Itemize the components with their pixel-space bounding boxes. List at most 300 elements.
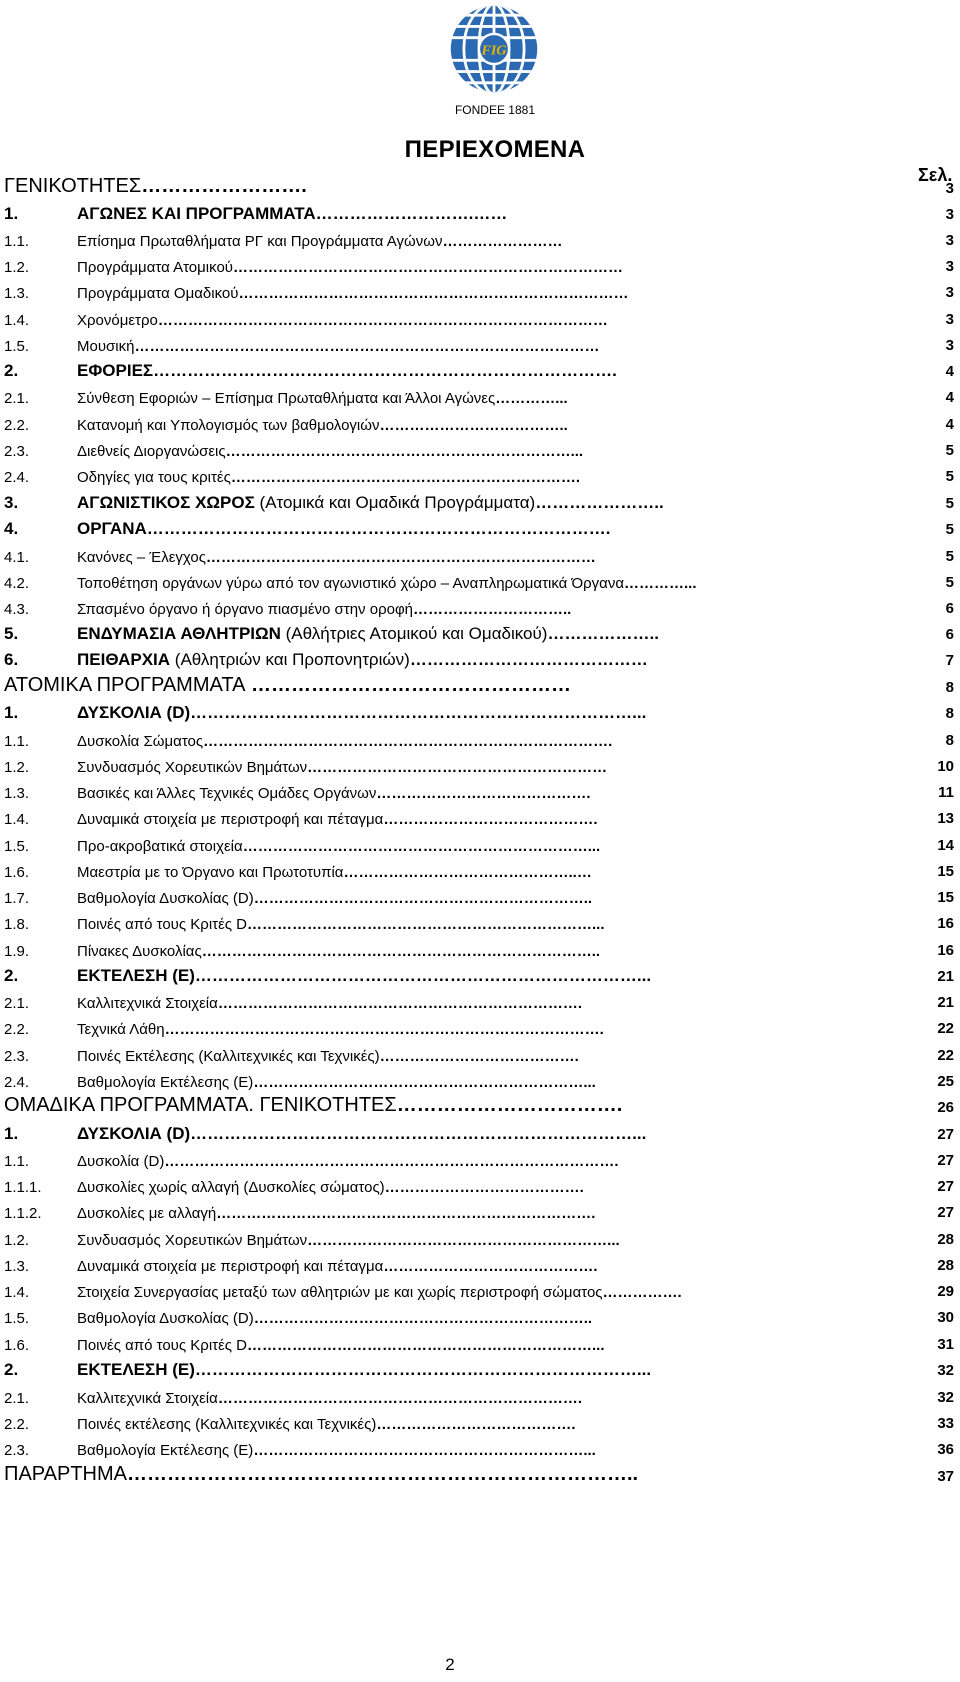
toc-entry[interactable] bbox=[4, 621, 956, 647]
toc-entry[interactable] bbox=[4, 227, 956, 253]
toc-entry-text bbox=[77, 1205, 595, 1222]
toc-leader-dots: ………………………………………………………………. bbox=[217, 1390, 582, 1407]
toc-page-number: 27 bbox=[937, 1152, 954, 1169]
toc-entry[interactable] bbox=[4, 332, 956, 358]
toc-page-number: 32 bbox=[937, 1389, 954, 1406]
toc-entry[interactable] bbox=[4, 727, 956, 753]
toc-leader-dots: ………………………………………………………………….. bbox=[126, 1463, 639, 1485]
toc-leader-dots: …………………………………………………………... bbox=[253, 1074, 596, 1091]
toc-entry[interactable] bbox=[4, 1436, 956, 1462]
toc-entry-number: 2.1. bbox=[4, 995, 30, 1012]
toc-page-number: 5 bbox=[945, 548, 954, 565]
toc-entry-text bbox=[77, 1360, 651, 1380]
toc-entry-text bbox=[77, 1284, 682, 1301]
toc-entry-number: 1. bbox=[4, 703, 19, 722]
toc-leader-dots: …………………………………… bbox=[409, 650, 648, 669]
toc-entry[interactable] bbox=[4, 832, 956, 858]
toc-page-number: 5 bbox=[945, 521, 954, 538]
toc-entry[interactable] bbox=[4, 1121, 956, 1147]
toc-page-number: 6 bbox=[945, 626, 954, 643]
toc-entry-text bbox=[77, 864, 592, 881]
toc-entry-text bbox=[77, 811, 598, 828]
toc-entry-title: ΕΚΤΕΛΕΣΗ (Ε) bbox=[77, 1360, 195, 1379]
toc-entry[interactable] bbox=[4, 779, 956, 805]
toc-page-number: 13 bbox=[937, 810, 954, 827]
toc-entry-text bbox=[77, 890, 592, 907]
toc-leader-dots: ………………………………………………………………………. bbox=[146, 519, 611, 538]
toc-entry-title: Βαθμολογία Δυσκολίας (D) bbox=[77, 890, 254, 907]
toc-page-number: 33 bbox=[937, 1415, 954, 1432]
toc-entry-title: ΟΜΑΔΙΚΑ ΠΡΟΓΡΑΜΜΑΤΑ. ΓΕΝΙΚΟΤΗΤΕΣ bbox=[4, 1094, 397, 1116]
toc-entry-text bbox=[77, 1416, 576, 1433]
toc-entry-text bbox=[77, 390, 568, 407]
toc-leader-dots: ……………………………………………………………………... bbox=[194, 1360, 652, 1379]
toc-entry-number: 2.2. bbox=[4, 1021, 30, 1038]
toc-page-number: 3 bbox=[945, 232, 954, 249]
toc-leader-dots: ………………………………………………………………………………… bbox=[134, 338, 600, 355]
toc-entry-title: Δυσκολίες με αλλαγή bbox=[77, 1205, 217, 1222]
toc-entry-title: Καλλιτεχνικά Στοιχεία bbox=[77, 1390, 218, 1407]
toc-entry-number: 4. bbox=[4, 519, 19, 538]
toc-leader-dots: ………………….. bbox=[535, 493, 664, 512]
toc-leader-dots: ………………………………………..… bbox=[343, 864, 592, 881]
toc-entry-title: Κατανομή και Υπολογισμός των βαθμολογιών bbox=[77, 417, 380, 434]
toc-entry[interactable] bbox=[4, 201, 956, 227]
toc-entry[interactable] bbox=[4, 253, 956, 279]
toc-entry[interactable] bbox=[4, 437, 956, 463]
toc-entry-title: Ποινές Εκτέλεσης (Καλλιτεχνικές και Τεχνικές) bbox=[77, 1048, 380, 1065]
toc-entry-number: 3. bbox=[4, 493, 19, 512]
toc-entry-title: Σπασμένο όργανο ή όργανο πιασμένο στην οροφή bbox=[77, 601, 414, 618]
toc-entry[interactable] bbox=[4, 700, 956, 726]
toc-entry-number: 2.3. bbox=[4, 443, 30, 460]
toc-entry-text bbox=[77, 1442, 596, 1459]
toc-chapter-heading bbox=[4, 1463, 638, 1486]
toc-entry[interactable] bbox=[4, 1094, 956, 1120]
toc-entry-number: 1.3. bbox=[4, 285, 30, 302]
toc-entry-title: Τεχνικά Λάθη bbox=[77, 1021, 165, 1038]
toc-chapter-heading bbox=[4, 674, 571, 697]
toc-entry-number: 2.4. bbox=[4, 469, 30, 486]
toc-entry[interactable] bbox=[4, 1463, 956, 1489]
toc-entry[interactable] bbox=[4, 1173, 956, 1199]
toc-entry-number: 1.4. bbox=[4, 811, 30, 828]
toc-entry[interactable] bbox=[4, 937, 956, 963]
toc-chapter-heading bbox=[4, 175, 307, 198]
toc-entry-number: 2.1. bbox=[4, 1390, 30, 1407]
toc-entry-text bbox=[77, 204, 507, 224]
toc-page-number: 3 bbox=[945, 337, 954, 354]
toc-entry-title: Χρονόμετρο bbox=[77, 312, 158, 329]
toc-entry[interactable] bbox=[4, 1304, 956, 1330]
toc-leader-dots: ……………………………………………………………………... bbox=[190, 703, 647, 722]
toc-entry[interactable] bbox=[4, 647, 956, 673]
toc-entry-title: ΔΥΣΚΟΛΙΑ (D) bbox=[77, 703, 191, 722]
toc-entry-title: ΠΕΙΘΑΡΧΙΑ bbox=[77, 650, 171, 669]
toc-entry[interactable] bbox=[4, 884, 956, 910]
toc-page-number: 28 bbox=[937, 1257, 954, 1274]
toc-entry-title: ΕΦΟΡΙΕΣ bbox=[77, 361, 154, 380]
toc-leader-dots: …………………………………………………………………… bbox=[205, 549, 596, 566]
toc-entry[interactable] bbox=[4, 490, 956, 516]
toc-entry[interactable] bbox=[4, 910, 956, 936]
toc-leader-dots: ……………………………………………………………………………… bbox=[157, 312, 608, 329]
toc-entry-text bbox=[77, 785, 591, 802]
toc-page-number: 8 bbox=[945, 679, 954, 696]
toc-entry-title: Δυναμικά στοιχεία με περιστροφή και πέταγμα bbox=[77, 1258, 384, 1275]
toc-entry-number: 1.2. bbox=[4, 259, 30, 276]
toc-page-number: 26 bbox=[937, 1099, 954, 1116]
toc-entry-title: Μουσική bbox=[77, 338, 135, 355]
toc-entry[interactable] bbox=[4, 989, 956, 1015]
toc-page-number: 3 bbox=[945, 180, 954, 197]
toc-entry-text bbox=[77, 312, 608, 329]
toc-entry-text bbox=[77, 1337, 605, 1354]
toc-leader-dots: …………………………………………………………... bbox=[253, 1442, 596, 1459]
toc-entry-title: Τοποθέτηση οργάνων γύρω από τον αγωνιστικό χώρο – Αναπληρωματικά Όργανα bbox=[77, 575, 625, 592]
toc-entry-text bbox=[77, 469, 580, 486]
toc-entry-title: Επίσημα Πρωταθλήματα ΡΓ και Προγράμματα Αγώνων bbox=[77, 233, 443, 250]
toc-entry-number: 1.1. bbox=[4, 1153, 30, 1170]
toc-leader-dots: ………………………………………… bbox=[245, 674, 571, 696]
toc-leader-dots: …………………………………………………………………….. bbox=[201, 943, 601, 960]
toc-entry-number: 2.3. bbox=[4, 1442, 30, 1459]
toc-chapter-heading bbox=[4, 1094, 622, 1117]
page-column-label: Σελ. bbox=[918, 165, 953, 185]
toc-leader-dots: ……………………………. bbox=[396, 1094, 623, 1116]
toc-entry[interactable] bbox=[4, 279, 956, 305]
toc-entry[interactable] bbox=[4, 543, 956, 569]
toc-entry-title: Συνδυασμός Χορευτικών Βημάτων bbox=[77, 759, 308, 776]
page-number: 2 bbox=[445, 1655, 455, 1674]
toc-entry-number: 1.5. bbox=[4, 1310, 30, 1327]
toc-entry-subtitle: (Ατομικά και Ομαδικά Προγράμματα) bbox=[254, 493, 536, 512]
toc-entry[interactable] bbox=[4, 963, 956, 989]
toc-page-number: 8 bbox=[945, 705, 954, 722]
toc-leader-dots: ……………………………………………………………... bbox=[225, 443, 584, 460]
toc-entry-number: 1.5. bbox=[4, 838, 30, 855]
toc-page-number: 37 bbox=[937, 1468, 954, 1485]
toc-page-number: 5 bbox=[945, 442, 954, 459]
toc-entry-text bbox=[77, 519, 611, 539]
toc-page-number: 5 bbox=[945, 495, 954, 512]
toc-entry-number: 1.1. bbox=[4, 733, 30, 750]
toc-entry-number: 2.2. bbox=[4, 417, 30, 434]
toc-leader-dots: ……………………………………………………………………... bbox=[194, 966, 652, 985]
toc-entry-text bbox=[77, 1153, 619, 1170]
toc-leader-dots: …………………………………………………………………… bbox=[238, 285, 629, 302]
toc-entry-text bbox=[77, 549, 596, 566]
toc-leader-dots: ……………….. bbox=[547, 624, 659, 643]
toc-entry-text bbox=[77, 916, 605, 933]
toc-leader-dots: ……………………………………. bbox=[376, 785, 591, 802]
toc-entry-text bbox=[77, 1021, 604, 1038]
toc-entry-title: Ποινές από τους Κριτές D bbox=[77, 916, 247, 933]
toc-leader-dots: ……………………………………………………………………... bbox=[190, 1124, 647, 1143]
toc-entry-number: 1. bbox=[4, 204, 19, 223]
toc-entry-title: Βαθμολογία Εκτέλεσης (Ε) bbox=[77, 1074, 254, 1091]
toc-leader-dots: …………………………………………………… bbox=[307, 759, 608, 776]
toc-leader-dots: ………………………………………………………….. bbox=[253, 890, 593, 907]
toc-entry-text bbox=[77, 650, 648, 670]
toc-entry[interactable] bbox=[4, 1384, 956, 1410]
toc-page-number: 22 bbox=[937, 1020, 954, 1037]
toc-leader-dots: ……………………….…… bbox=[315, 204, 508, 223]
toc-entry[interactable] bbox=[4, 384, 956, 410]
toc-entry-title: ΔΥΣΚΟΛΙΑ (D) bbox=[77, 1124, 191, 1143]
toc-entry[interactable] bbox=[4, 1357, 956, 1383]
toc-entry-number: 1.4. bbox=[4, 312, 30, 329]
toc-page-number: 5 bbox=[945, 574, 954, 591]
toc-entry-title: Προ-ακροβατικά στοιχεία bbox=[77, 838, 243, 855]
toc-page-number: 15 bbox=[937, 889, 954, 906]
toc-entry-title: ΠΑΡΑΡΤΗΜΑ bbox=[4, 1463, 127, 1485]
toc-page-number: 3 bbox=[945, 311, 954, 328]
toc-leader-dots: ……………………………………………………………... bbox=[242, 838, 601, 855]
toc-entry-text bbox=[77, 233, 562, 250]
toc-page-number: 5 bbox=[945, 468, 954, 485]
toc-entry-text bbox=[77, 1124, 646, 1144]
toc-entry-title: Οδηγίες για τους κριτές bbox=[77, 469, 231, 486]
toc-entry-text bbox=[77, 1048, 579, 1065]
toc-page-number: 27 bbox=[937, 1178, 954, 1195]
toc-entry-title: ΕΚΤΕΛΕΣΗ (Ε) bbox=[77, 966, 195, 985]
toc-entry[interactable] bbox=[4, 358, 956, 384]
toc-page-number: 30 bbox=[937, 1309, 954, 1326]
toc-leader-dots: …………... bbox=[624, 575, 697, 592]
toc-page-number: 32 bbox=[937, 1362, 954, 1379]
toc-leader-dots: ……………………………………………………... bbox=[307, 1232, 620, 1249]
toc-page-number: 16 bbox=[937, 942, 954, 959]
toc-page-number: 8 bbox=[945, 732, 954, 749]
toc-entry-title: Διεθνείς Διοργανώσεις bbox=[77, 443, 226, 460]
toc-entry-number: 1.9. bbox=[4, 943, 30, 960]
toc-entry-text bbox=[77, 417, 568, 434]
toc-page-number: 29 bbox=[937, 1283, 954, 1300]
toc-entry-number: 1. bbox=[4, 1124, 19, 1143]
toc-entry[interactable] bbox=[4, 306, 956, 332]
toc-entry-text bbox=[77, 943, 600, 960]
toc-entry-title: Βαθμολογία Δυσκολίας (D) bbox=[77, 1310, 254, 1327]
toc-entry[interactable] bbox=[4, 753, 956, 779]
toc-entry-text bbox=[77, 1258, 598, 1275]
toc-entry-text bbox=[77, 759, 607, 776]
toc-entry-title: ΓΕΝΙΚΟΤΗΤΕΣ bbox=[4, 175, 142, 197]
toc-page-number: 11 bbox=[938, 784, 954, 801]
toc-leader-dots: ………………………………………………………….. bbox=[253, 1310, 593, 1327]
toc-entry-text bbox=[77, 838, 600, 855]
toc-page-number: 21 bbox=[937, 968, 954, 985]
toc-entry-number: 1.8. bbox=[4, 916, 30, 933]
toc-entry-title: Καλλιτεχνικά Στοιχεία bbox=[77, 995, 218, 1012]
toc-entry[interactable] bbox=[4, 569, 956, 595]
toc-leader-dots: ……………………. bbox=[141, 175, 307, 197]
toc-page-number: 36 bbox=[937, 1441, 954, 1458]
toc-page-number: 7 bbox=[945, 652, 954, 669]
toc-entry[interactable] bbox=[4, 1278, 956, 1304]
toc-entry-title: Κανόνες – Έλεγχος bbox=[77, 549, 206, 566]
toc-entry-text bbox=[77, 1310, 592, 1327]
toc-leader-dots: …………………………………. bbox=[379, 1048, 579, 1065]
toc-entry-text bbox=[77, 1074, 596, 1091]
toc-entry-text bbox=[77, 259, 623, 276]
toc-entry-number: 1.4. bbox=[4, 1284, 30, 1301]
svg-text:FIG: FIG bbox=[481, 42, 507, 59]
toc-entry-number: 2.1. bbox=[4, 390, 30, 407]
toc-entry-text bbox=[77, 285, 628, 302]
toc-entry-text bbox=[77, 995, 582, 1012]
toc-entry-number: 1.7. bbox=[4, 890, 30, 907]
toc-entry-title: Βασικές και Άλλες Τεχνικές Ομάδες Οργάνων bbox=[77, 785, 377, 802]
toc-leader-dots: ……………………………………………………………... bbox=[247, 1337, 605, 1354]
toc-entry-subtitle: (Αθλητριών και Προπονητριών) bbox=[170, 650, 410, 669]
toc-entry[interactable] bbox=[4, 1147, 956, 1173]
toc-entry-number: 1.6. bbox=[4, 1337, 30, 1354]
toc-entry-number: 2.4. bbox=[4, 1074, 30, 1091]
toc-entry[interactable] bbox=[4, 463, 956, 489]
toc-leader-dots: ………………………………………………………………. bbox=[217, 995, 582, 1012]
toc-entry-text bbox=[77, 624, 659, 644]
toc-page-number: 3 bbox=[945, 206, 954, 223]
toc-page-number: 6 bbox=[945, 600, 954, 617]
toc-entry-title: Προγράμματα Ομαδικού bbox=[77, 285, 239, 302]
toc-page-number: 28 bbox=[937, 1231, 954, 1248]
toc-entry-title: Ποινές εκτέλεσης (Καλλιτεχνικές και Τεχνικές) bbox=[77, 1416, 377, 1433]
toc-page-number: 21 bbox=[937, 994, 954, 1011]
toc-leader-dots: …………... bbox=[495, 390, 568, 407]
toc-entry-number: 1.1.2. bbox=[4, 1205, 42, 1222]
toc-page-number: 15 bbox=[937, 863, 954, 880]
toc-entry-text bbox=[77, 1390, 582, 1407]
toc-entry-text bbox=[77, 338, 599, 355]
toc-entry[interactable] bbox=[4, 674, 956, 700]
toc-entry-title: Δυσκολίες χωρίς αλλαγή (Δυσκολίες σώματος) bbox=[77, 1179, 385, 1196]
toc-entry-subtitle: (Αθλήτριες Ατομικού και Ομαδικού) bbox=[280, 624, 548, 643]
toc-entry[interactable] bbox=[4, 516, 956, 542]
toc-page-number: 25 bbox=[937, 1073, 954, 1090]
toc-leader-dots: ……………………………………. bbox=[383, 811, 598, 828]
toc-page-number: 22 bbox=[937, 1047, 954, 1064]
toc-entry-number: 1.1. bbox=[4, 233, 30, 250]
toc-leader-dots: …………………………………………………………………… bbox=[233, 259, 623, 276]
toc-entry-title: Μαεστρία με το Όργανο και Πρωτοτυπία bbox=[77, 864, 344, 881]
toc-entry-text bbox=[77, 443, 583, 460]
toc-leader-dots: ………………………………………………………………………. bbox=[153, 361, 617, 380]
toc-entry-title: Ποινές από τους Κριτές D bbox=[77, 1337, 247, 1354]
toc-entry[interactable] bbox=[4, 175, 956, 201]
toc-entry-text bbox=[77, 703, 646, 723]
toc-leader-dots: ……………………………………………………………. bbox=[230, 469, 580, 486]
toc-entry[interactable] bbox=[4, 858, 956, 884]
toc-entry-number: 2. bbox=[4, 1360, 19, 1379]
toc-leader-dots: …………………………………. bbox=[376, 1416, 576, 1433]
toc-entry-number: 1.6. bbox=[4, 864, 30, 881]
toc-entry-title: Πίνακες Δυσκολίας bbox=[77, 943, 202, 960]
toc-page-number: 4 bbox=[945, 363, 954, 380]
toc-entry-title: ΑΓΩΝΙΣΤΙΚΟΣ ΧΩΡΟΣ bbox=[77, 493, 255, 512]
toc-page-number: 4 bbox=[945, 389, 954, 406]
toc-entry-number: 5. bbox=[4, 624, 19, 643]
toc-page-number: 10 bbox=[937, 758, 954, 775]
toc-entry[interactable] bbox=[4, 1252, 956, 1278]
toc-leader-dots: ……………. bbox=[602, 1284, 682, 1301]
toc-page-number: 3 bbox=[945, 284, 954, 301]
toc-leader-dots: ……………………………………………………………………………. bbox=[164, 1021, 604, 1038]
toc-page-number: 16 bbox=[937, 915, 954, 932]
toc-page-number: 27 bbox=[937, 1126, 954, 1143]
toc-entry-number: 1.3. bbox=[4, 785, 30, 802]
founded-caption: FONDEE 1881 bbox=[454, 103, 536, 117]
toc-entry-text bbox=[77, 1232, 620, 1249]
toc-entry[interactable] bbox=[4, 595, 956, 621]
toc-leader-dots: ……………………………………. bbox=[383, 1258, 598, 1275]
fig-globe-logo bbox=[447, 2, 541, 96]
toc-leader-dots: ………………………………………………………………………. bbox=[203, 733, 613, 750]
toc-entry-text bbox=[77, 1179, 584, 1196]
toc-entry-text bbox=[77, 601, 571, 618]
toc-entry[interactable] bbox=[4, 1331, 956, 1357]
toc-leader-dots: …………………… bbox=[442, 233, 563, 250]
toc-entry-number: 1.3. bbox=[4, 1258, 30, 1275]
toc-entry-title: ΕΝΔΥΜΑΣΙΑ ΑΘΛΗΤΡΙΩΝ bbox=[77, 624, 281, 643]
toc-entry[interactable] bbox=[4, 1199, 956, 1225]
toc-entry-text bbox=[77, 361, 617, 381]
toc-page-number: 27 bbox=[937, 1204, 954, 1221]
toc-entry-title: ΟΡΓΑΝΑ bbox=[77, 519, 147, 538]
toc-entry[interactable] bbox=[4, 805, 956, 831]
toc-entry-title: Σύνθεση Εφοριών – Επίσημα Πρωταθλήματα και Άλλοι Αγώνες bbox=[77, 390, 496, 407]
toc-entry-title: Δυσκολία Σώματος bbox=[77, 733, 204, 750]
toc-entry[interactable] bbox=[4, 1410, 956, 1436]
toc-leader-dots: ………………………….. bbox=[413, 601, 572, 618]
toc-entry[interactable] bbox=[4, 1015, 956, 1041]
toc-entry[interactable] bbox=[4, 1042, 956, 1068]
toc-leader-dots: ……………………………………………………………... bbox=[247, 916, 605, 933]
toc-page-number: 14 bbox=[937, 837, 954, 854]
toc-entry-number: 6. bbox=[4, 650, 19, 669]
toc-entry-number: 2.3. bbox=[4, 1048, 30, 1065]
toc-entry-number: 4.2. bbox=[4, 575, 30, 592]
toc-entry-title: Δυναμικά στοιχεία με περιστροφή και πέταγμα bbox=[77, 811, 384, 828]
toc-entry[interactable] bbox=[4, 1226, 956, 1252]
toc-entry-title: Στοιχεία Συνεργασίας μεταξύ των αθλητριών με και χωρίς περιστροφή σώματος bbox=[77, 1284, 603, 1301]
toc-entry-text bbox=[77, 966, 651, 986]
toc-leader-dots: …………………………………………………………………. bbox=[216, 1205, 596, 1222]
toc-entry[interactable] bbox=[4, 411, 956, 437]
toc-entry-title: Προγράμματα Ατομικού bbox=[77, 259, 233, 276]
toc-entry-number: 4.3. bbox=[4, 601, 30, 618]
toc-entry-text bbox=[77, 575, 697, 592]
toc-entry-number: 1.2. bbox=[4, 759, 30, 776]
toc-entry-number: 1.1.1. bbox=[4, 1179, 42, 1196]
toc-entry-number: 4.1. bbox=[4, 549, 30, 566]
toc-page-number: 31 bbox=[937, 1336, 954, 1353]
toc-entry-number: 2. bbox=[4, 966, 19, 985]
toc-page-number: 3 bbox=[945, 258, 954, 275]
toc-entry-title: ΑΤΟΜΙΚΑ ΠΡΟΓΡΑΜΜΑΤΑ bbox=[4, 674, 246, 696]
toc-entry-number: 2. bbox=[4, 361, 19, 380]
toc-entry[interactable] bbox=[4, 1068, 956, 1094]
toc-leader-dots: …………………………………. bbox=[384, 1179, 584, 1196]
toc-entry-number: 1.2. bbox=[4, 1232, 30, 1249]
toc-entry-number: 2.2. bbox=[4, 1416, 30, 1433]
toc-entry-text bbox=[77, 493, 664, 513]
page-title: ΠΕΡΙΕΧΟΜΕΝΑ bbox=[404, 136, 586, 163]
toc-entry-title: Βαθμολογία Εκτέλεσης (Ε) bbox=[77, 1442, 254, 1459]
toc-leader-dots: ……………………………….. bbox=[379, 417, 568, 434]
toc-entry-title: Συνδυασμός Χορευτικών Βημάτων bbox=[77, 1232, 308, 1249]
toc-entry-number: 1.5. bbox=[4, 338, 30, 355]
